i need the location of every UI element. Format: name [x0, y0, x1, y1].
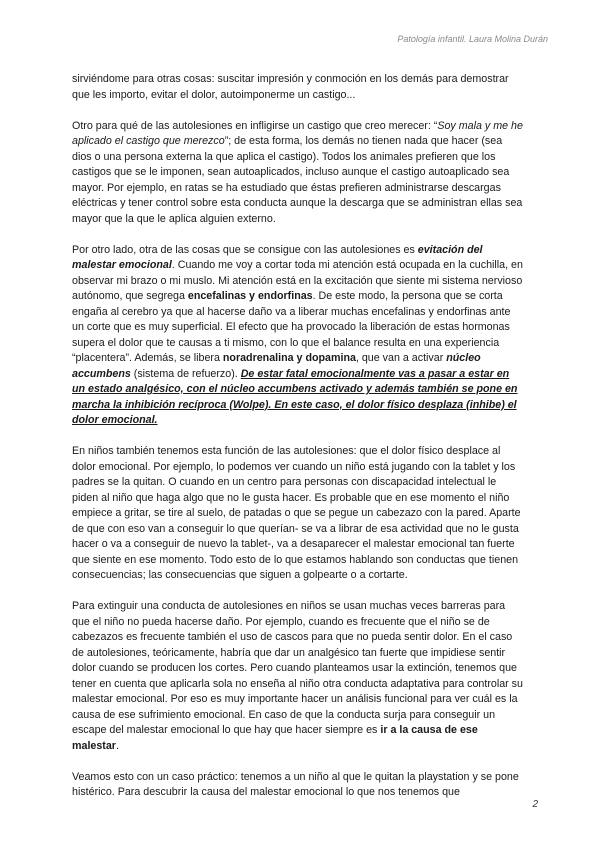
page-number: 2 — [532, 799, 538, 810]
paragraph-6: Veamos esto con un caso práctico: tenemos a un niño al que le quitan la playstation y se pone histérico. Para descubrir la causa del malestar emocional lo que nos tenemos que — [72, 770, 519, 798]
term-nucleo-accumbens: núcleo accumbens — [72, 352, 481, 380]
key-statement: De estar fatal emocionalmente vas a pasar a estar en un estado analgésico, con el núcleo accumbens activado y además también se pone en marcha la inhibición recíproca (Wolpe). En este caso, el dolor físico desplaza (inhibe) el dolor emocional. — [72, 367, 518, 426]
document-body — [72, 72, 524, 816]
term-noradrenalina: noradrenalina y dopamina — [222, 352, 356, 364]
paragraph-1: sirviéndome para otras cosas: suscitar impresión y conmoción en los demás para demostrar que les importo, evitar el dolor, autoimponerme un castigo... — [72, 73, 509, 101]
quote-italic: Soy mala y me he aplicado el castigo que merezco — [72, 119, 523, 147]
term-ir-a-la-causa: ir a la causa de ese malestar — [72, 724, 478, 752]
term-encefalinas: encefalinas y endorfinas — [187, 290, 313, 302]
term-evitacion: evitación del malestar emocional — [72, 243, 483, 271]
paragraph-5: Para extinguir una conducta de autolesiones en niños se usan muchas veces barreras para que el niño no pueda hacerse daño. Por ejemplo, cuando es frecuente que el niño se de cabezazos es frecuente también el uso de cascos para que no pueda sentir dolor. En el caso de autolesiones, teóricamente, habría que dar un analgésico tan fuerte que impidiese sentir dolor cuando se producen los cortes. Pero cuando planteamos usar la extinción, tenemos que tener en cuenta que aplicarla sola no enseña al niño otra conducta adaptativa para controlar su malestar emocional. Por eso es muy importante hacer un análisis funcional para ver cuál es la causa de ese sufrimiento emocional. En caso de que la conducta surja para conseguir un escape del malestar emocional lo que hay que hacer siempre es ir a la causa de ese malestar. — [72, 600, 523, 752]
paragraph-3: Por otro lado, otra de las cosas que se consigue con las autolesiones es evitación del malestar emocional. Cuando me voy a cortar toda mi atención está ocupada en la cuchilla, en observar mi brazo o mi muslo. Mi atención está en la excitación que siente mi sistema nervioso autónomo, que segrega encefalinas y endorfinas. De este modo, la persona que se corta engaña al cerebro ya que al hacerse daño va a liberar muchas encefalinas y endorfinas ante un corte que es muy superficial. El efecto que ha provocado la liberación de estas hormonas supera el dolor que te causas a ti mismo, con lo que el balance resulta en una experiencia “placentera”. Además, se libera noradrenalina y dopamina, que van a activar núcleo accumbens (sistema de refuerzo). De estar fatal emocionalmente vas a pasar a estar en un estado analgésico, con el núcleo accumbens activado y además también se pone en marcha la inhibición recíproca (Wolpe). En este caso, el dolor físico desplaza (inhibe) el dolor emocional. — [72, 243, 523, 426]
running-header: Patología infantil. Laura Molina Durán — [397, 34, 548, 44]
paragraph-2: Otro para qué de las autolesiones en infligirse un castigo que creo merecer: “Soy mala y me he aplicado el castigo que merezco”; de esta forma, los demás no tienen nada que hacer (sea dios o una persona externa la que aplica el castigo). Todos los animales prefieren que los castigos que se le imponen, sean autoaplicados, incluso aunque el castigo autoaplicado sea mayor. Por ejemplo, en ratas se ha estudiado que éstas prefieren administrarse descargas eléctricas y tener control sobre esta conducta aunque la descarga que se administran ellas sea mayor que la que le aplica alguien externo. — [72, 119, 523, 225]
paragraph-4: En niños también tenemos esta función de las autolesiones: que el dolor físico desplace al dolor emocional. Por ejemplo, lo podemos ver cuando un niño está jugando con la tablet y los padres se la quitan. O cuando en un centro para personas con discapacidad intelectual le piden al niño que haga algo que no le gusta hacer. Es probable que en ese momento el niño empiece a gritar, se tire al suelo, de patadas o que se pegue un cabezazo con la pared. Aparte de que con eso van a conseguir lo que querían- se va a librar de esa actividad que no le gusta hacer o va a conseguir de nuevo la tablet-, va a desaparecer el malestar emocional tan fuerte que siente en ese momento. Todo esto de lo que estamos hablando son conductas que tienen consecuencias; las consecuencias que siguen a golpearte o a cortarte. — [72, 445, 521, 581]
